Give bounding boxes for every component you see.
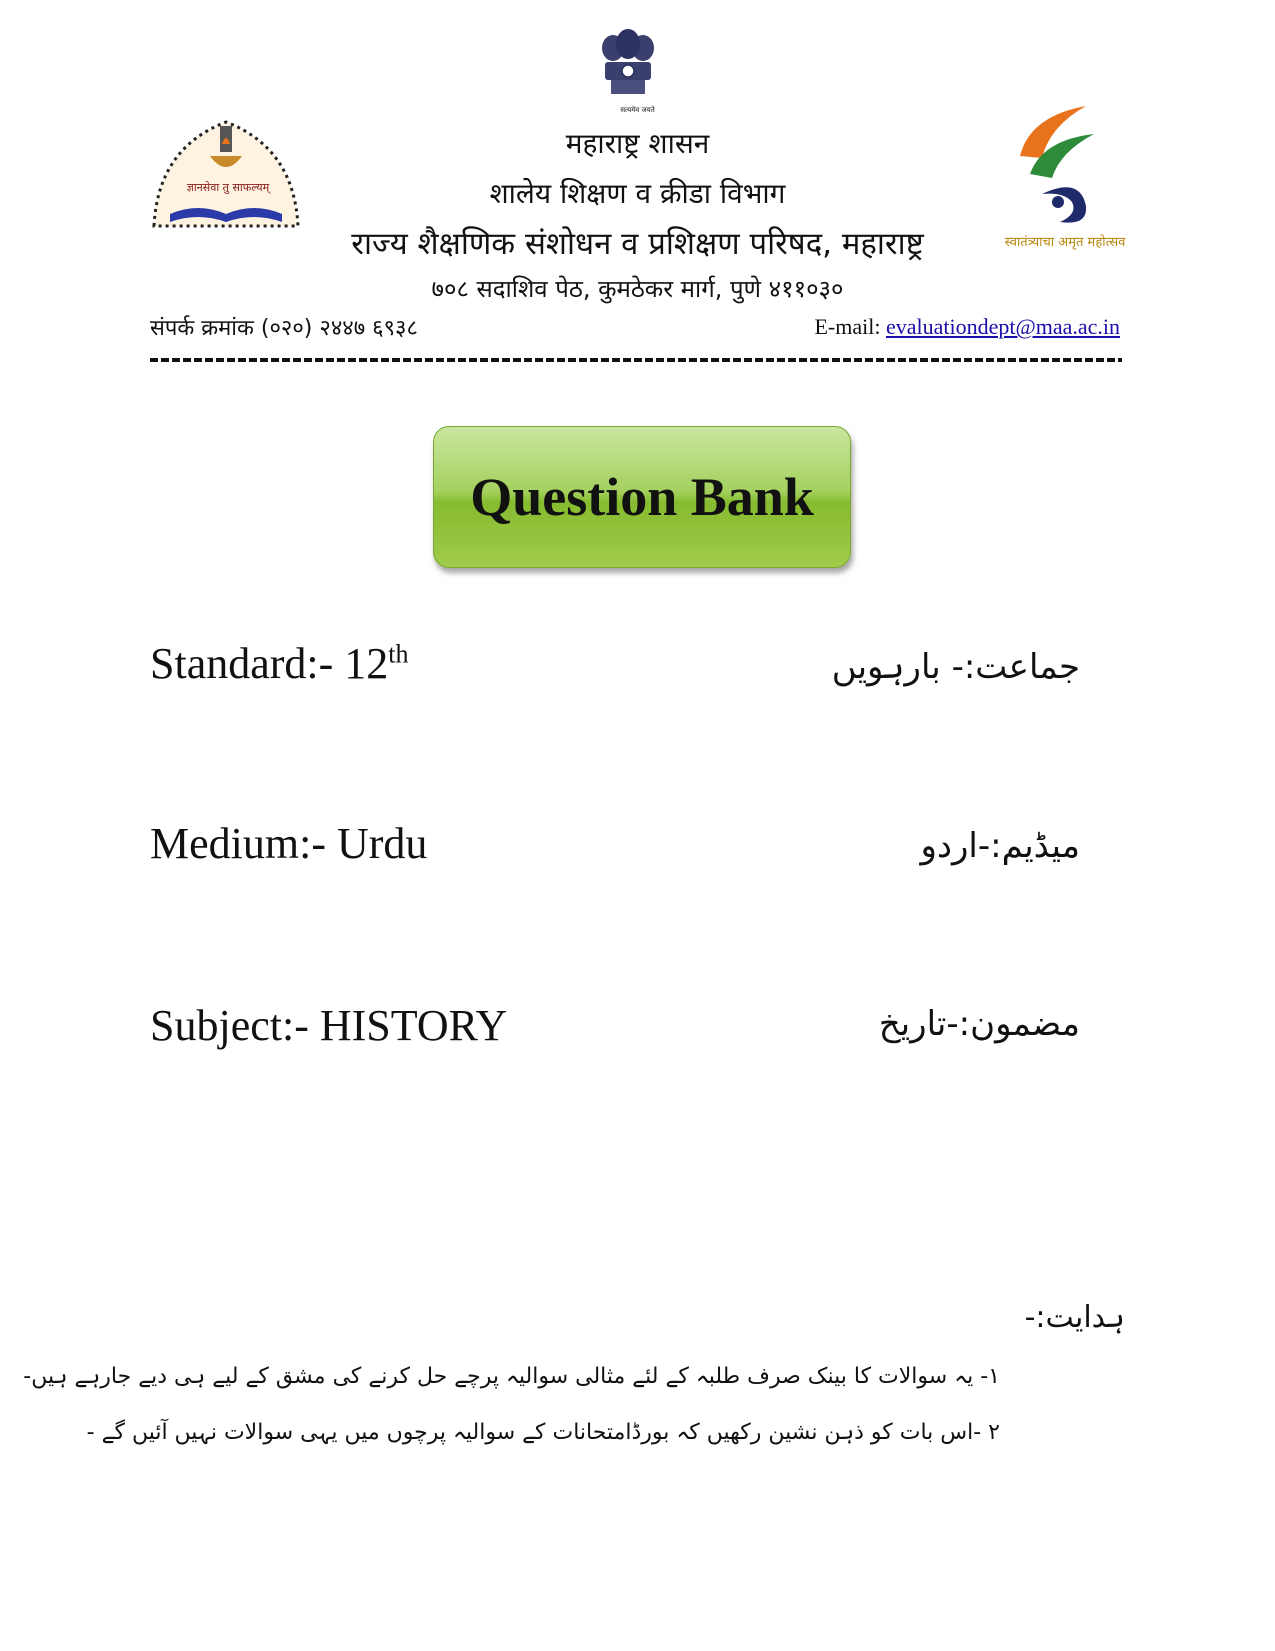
- amrit-mahotsav-caption: स्वातंत्र्याचा अमृत महोत्सव: [1004, 235, 1126, 250]
- instruction-item: ۱- یہ سوالات کا بینک صرف طلبہ کے لئے مثالی سوالیہ پرچے حل کرنے کی مشق کے لیے ہی دیے جارہے ہیں-: [23, 1364, 1000, 1389]
- instructions-heading: ہدایت:-: [1024, 1300, 1125, 1335]
- email-label: E-mail:: [814, 314, 886, 339]
- medium-urdu: میڈیم:-اردو: [920, 826, 1080, 866]
- header-line-3: राज्य शैक्षणिक संशोधन व प्रशिक्षण परिषद, महाराष्ट्र: [351, 226, 924, 262]
- emblem-caption: सत्यमेव जयते: [620, 106, 655, 114]
- medium-label: Medium:- Urdu: [150, 819, 428, 868]
- instruction-item: ۲ -اس بات کو ذہن نشین رکھیں کہ بورڈامتحانات کے سوالیہ پرچوں میں یہی سوالات نہیں آئیں گے -: [86, 1420, 1000, 1445]
- header-line-1: महाराष्ट्र शासन: [565, 127, 710, 160]
- subject-urdu: مضمون:-تاریخ: [878, 1004, 1080, 1044]
- national-emblem-icon: [597, 28, 659, 110]
- email-link[interactable]: evaluationdept@maa.ac.in: [885, 314, 1120, 339]
- dashed-divider: [150, 358, 1122, 362]
- standard-label: [150, 638, 409, 689]
- subject-label: Subject:- HISTORY: [150, 1001, 508, 1050]
- scert-motto: ज्ञानसेवा तु साफल्यम्: [186, 181, 270, 194]
- email-line: [814, 314, 1120, 340]
- standard-sup: th: [388, 639, 409, 669]
- standard-text: Standard:- 12: [150, 639, 389, 688]
- header-line-2: शालेय शिक्षण व क्रीडा विभाग: [489, 177, 786, 210]
- standard-urdu: جماعت:- بارہویں: [831, 647, 1080, 687]
- header-address: ७०८ सदाशिव पेठ, कुमठेकर मार्ग, पुणे ४११०३०: [431, 275, 844, 303]
- contact-number: संपर्क क्रमांक (०२०) २४४७ ६९३८: [150, 316, 418, 341]
- question-bank-title: Question Bank: [433, 426, 851, 568]
